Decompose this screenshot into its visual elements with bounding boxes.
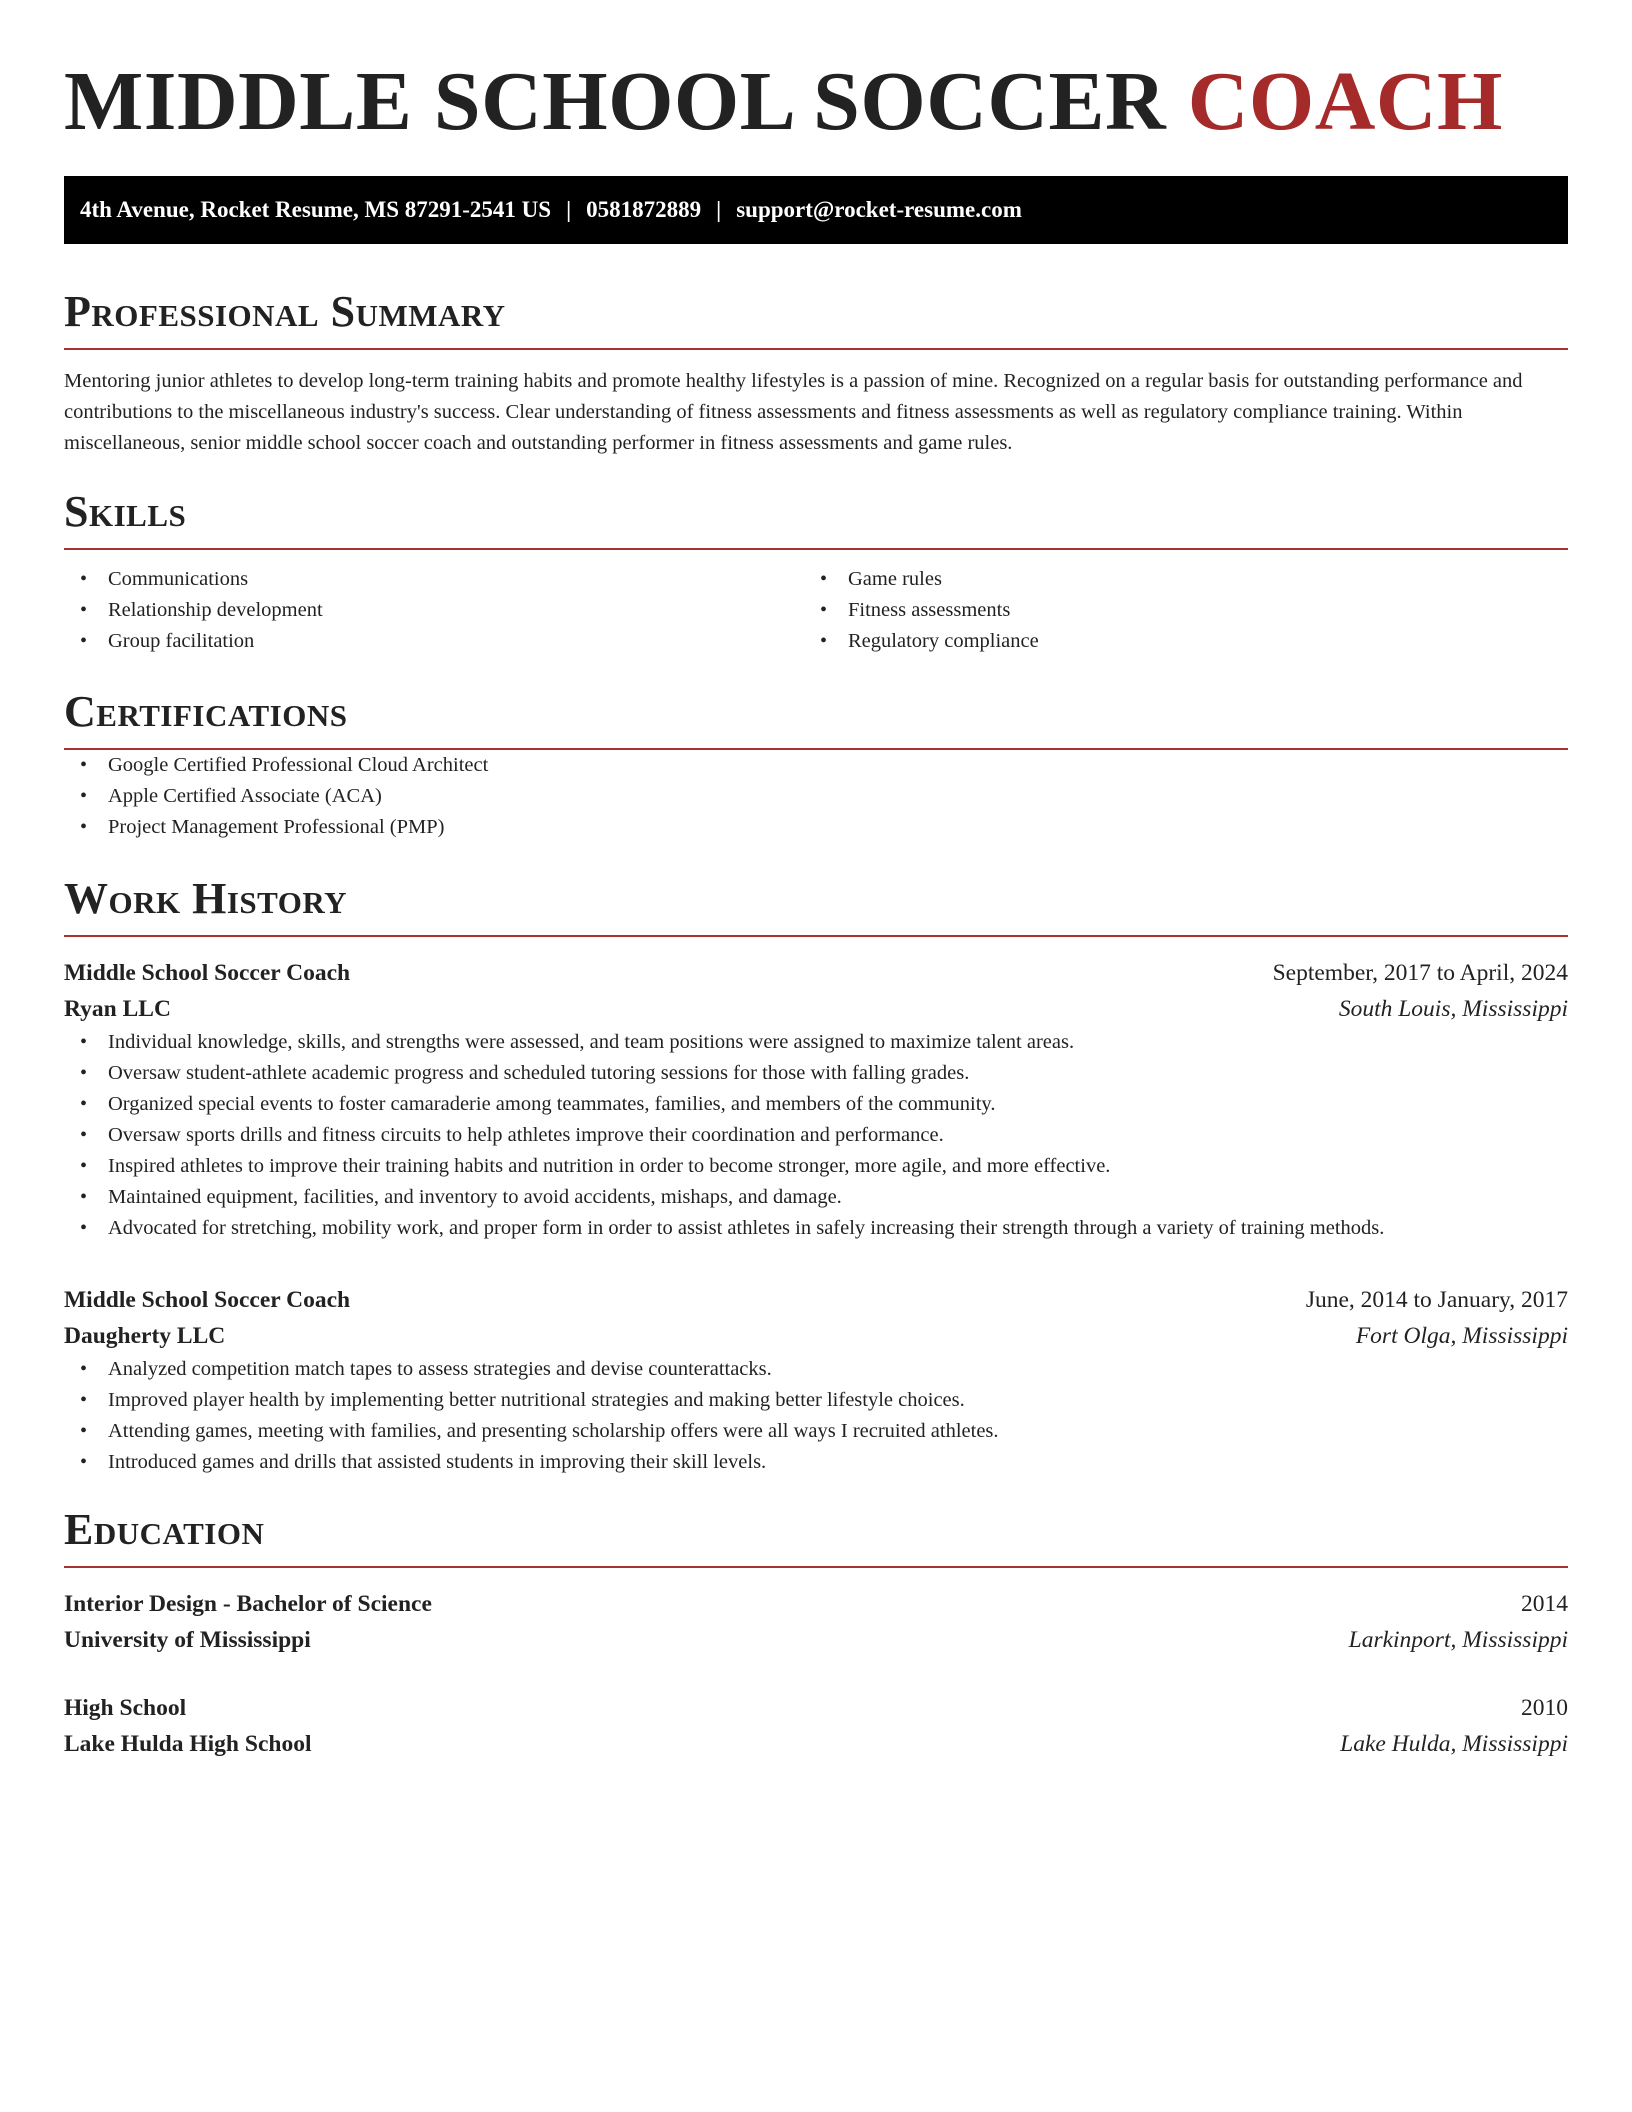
skill-item: • Communications [64, 564, 804, 595]
education-degree: Interior Design - Bachelor of Science [64, 1591, 432, 1617]
education-year: 2010 [1521, 1695, 1568, 1721]
duty-item: • Analyzed competition match tapes to assess strategies and devise counterattacks. [64, 1354, 1568, 1385]
contact-address: 4th Avenue, Rocket Resume, MS 87291-2541 US [80, 197, 552, 222]
skills-list-right [804, 564, 1544, 657]
education-year: 2014 [1521, 1591, 1568, 1617]
work-entry-subheader [64, 991, 1568, 1027]
job-duties [64, 1027, 1568, 1244]
education-degree: High School [64, 1695, 187, 1721]
job-role: Middle School Soccer Coach [64, 1287, 351, 1313]
education-school: University of Mississippi [64, 1627, 311, 1653]
name-accent: COACH [1187, 55, 1503, 148]
education-entry [64, 1586, 1568, 1658]
skills-section [64, 486, 1568, 657]
name-main: MIDDLE SCHOOL SOCCER [64, 55, 1167, 148]
duty-item: • Attending games, meeting with families, and presenting scholarship offers were all ways I recruited athletes. [64, 1416, 1568, 1447]
duty-item: • Maintained equipment, facilities, and inventory to avoid accidents, mishaps, and damage. [64, 1182, 1568, 1213]
duty-item: • Organized special events to foster camaraderie among teammates, families, and members of the community. [64, 1089, 1568, 1120]
duty-item: • Improved player health by implementing better nutritional strategies and making better lifestyle choices. [64, 1385, 1568, 1416]
job-location: South Louis, Mississippi [1338, 996, 1568, 1022]
skill-item: • Group facilitation [64, 626, 804, 657]
education-entry-subheader [64, 1726, 1568, 1762]
resume-name [64, 52, 1568, 152]
skill-item: • Fitness assessments [804, 595, 1544, 626]
section-title: Certifications [64, 687, 348, 736]
section-title: Professional Summary [64, 287, 506, 336]
section-divider [64, 348, 1568, 350]
education-location: Lake Hulda, Mississippi [1340, 1731, 1568, 1757]
education-entry [64, 1690, 1568, 1762]
certifications-list [64, 750, 1568, 843]
section-title: Work History [64, 874, 348, 923]
certification-item: • Apple Certified Associate (ACA) [64, 781, 1568, 812]
duty-item: • Oversaw student-athlete academic progress and scheduled tutoring sessions for those with falling grades. [64, 1058, 1568, 1089]
education-entry-header [64, 1690, 1568, 1726]
skills-grid [64, 564, 1568, 657]
contact-email: support@rocket-resume.com [736, 197, 1022, 222]
job-company: Daugherty LLC [64, 1323, 226, 1349]
education-section [64, 1504, 1568, 1762]
skills-list-left [64, 564, 804, 657]
contact-bar [64, 176, 1568, 244]
education-school: Lake Hulda High School [64, 1731, 312, 1757]
work-entry [64, 955, 1568, 1244]
job-role: Middle School Soccer Coach [64, 960, 351, 986]
summary-text: Mentoring junior athletes to develop long-term training habits and promote healthy lifestyles is a passion of mine. Recognized on a regular basis for outstanding performance and contributions to the miscellaneous industry's success. Clear understanding of fitness assessments and fitness assessments as well as regulatory compliance training. Within miscellaneous, senior middle school soccer coach and outstanding performer in fitness assessments and game rules. [64, 370, 1523, 454]
contact-separator: | [716, 197, 722, 222]
section-divider [64, 1566, 1568, 1568]
summary-section [64, 286, 1568, 459]
skill-item: • Game rules [804, 564, 1544, 595]
work-entry [64, 1282, 1568, 1478]
education-location: Larkinport, Mississippi [1348, 1627, 1568, 1653]
work-entry-subheader [64, 1318, 1568, 1354]
education-entry-subheader [64, 1622, 1568, 1658]
certification-item: • Project Management Professional (PMP) [64, 812, 1568, 843]
duty-item: • Introduced games and drills that assisted students in improving their skill levels. [64, 1447, 1568, 1478]
work-history-section [64, 873, 1568, 1478]
certifications-section [64, 686, 1568, 843]
job-dates: September, 2017 to April, 2024 [1272, 960, 1568, 986]
job-duties [64, 1354, 1568, 1478]
contact-phone: 0581872889 [586, 197, 702, 222]
work-entry-header [64, 1282, 1568, 1318]
skill-item: • Regulatory compliance [804, 626, 1544, 657]
duty-item: • Inspired athletes to improve their training habits and nutrition in order to become stronger, more agile, and more effective. [64, 1151, 1568, 1182]
education-entry-header [64, 1586, 1568, 1622]
job-company: Ryan LLC [64, 996, 171, 1022]
section-title: Education [64, 1505, 265, 1554]
section-divider [64, 548, 1568, 550]
contact-separator: | [566, 197, 572, 222]
section-divider [64, 935, 1568, 937]
duty-item: • Individual knowledge, skills, and strengths were assessed, and team positions were assigned to maximize talent areas. [64, 1027, 1568, 1058]
job-location: Fort Olga, Mississippi [1355, 1323, 1568, 1349]
duty-item: • Advocated for stretching, mobility work, and proper form in order to assist athletes in safely increasing their strength through a variety of training methods. [64, 1213, 1568, 1244]
skill-item: • Relationship development [64, 595, 804, 626]
certification-item: • Google Certified Professional Cloud Architect [64, 750, 1568, 781]
duty-item: • Oversaw sports drills and fitness circuits to help athletes improve their coordination and performance. [64, 1120, 1568, 1151]
work-entry-header [64, 955, 1568, 991]
job-dates: June, 2014 to January, 2017 [1305, 1287, 1568, 1313]
section-title: Skills [64, 487, 187, 536]
